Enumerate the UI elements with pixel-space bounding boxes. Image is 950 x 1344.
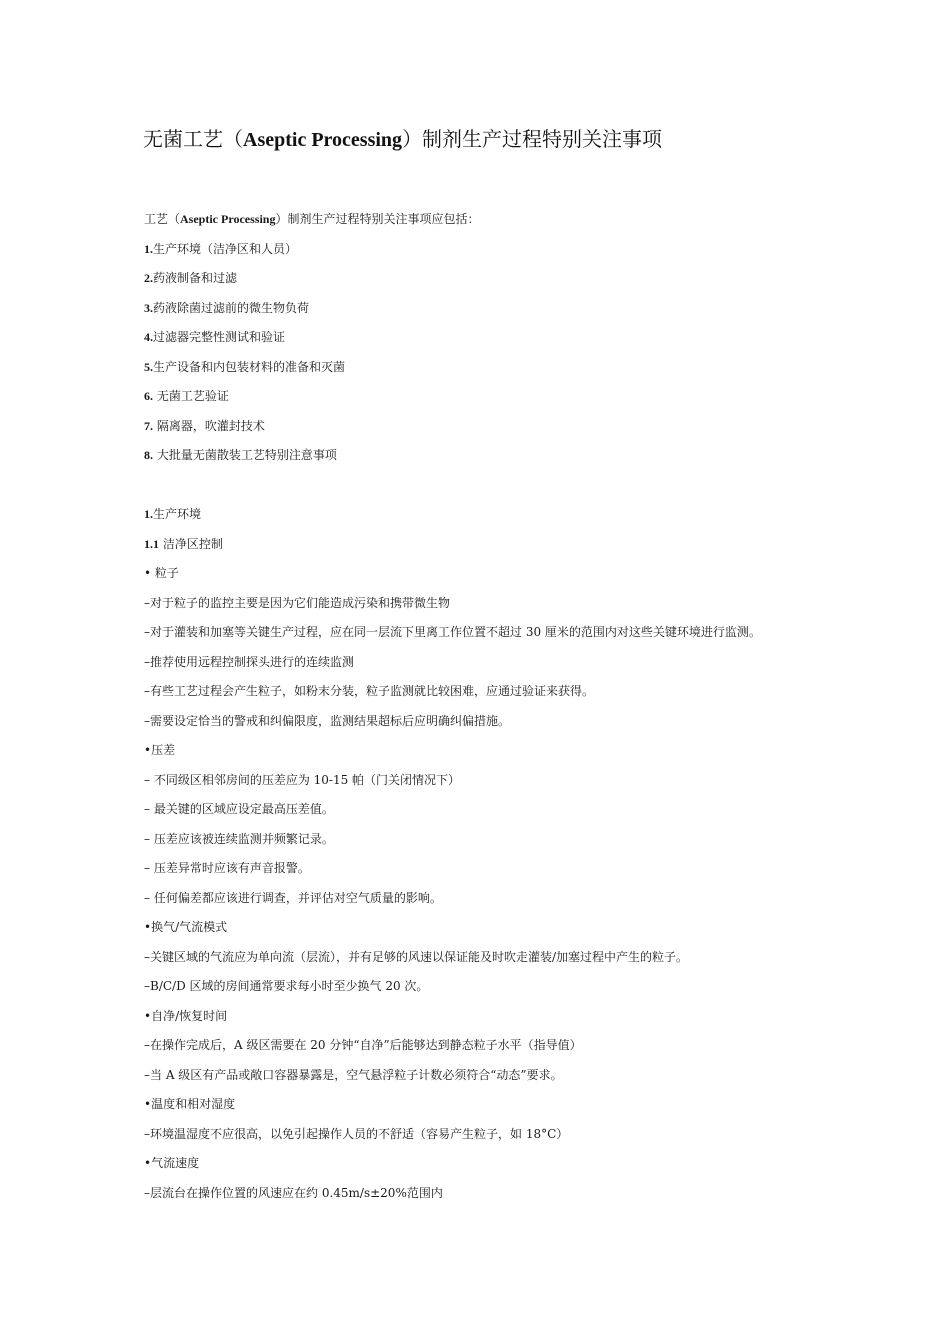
toc-item-text: 生产设备和内包装材料的准备和灭菌 xyxy=(153,359,346,374)
body-line: • 粒子 xyxy=(144,566,179,580)
title-pre: 无菌工艺（ xyxy=(143,127,243,151)
toc-item-text: 大批量无菌散装工艺特别注意事项 xyxy=(153,448,337,462)
document-body xyxy=(144,205,824,1208)
toc-item-text: 过滤器完整性测试和验证 xyxy=(153,330,286,344)
toc-item-text: 生产环境（洁净区和人员） xyxy=(153,241,298,256)
body-line: –对于粒子的监控主要是因为它们能造成污染和携带微生物 xyxy=(144,595,451,610)
spacer xyxy=(144,471,824,501)
toc-item xyxy=(144,323,824,353)
body-line: •换气/气流模式 xyxy=(144,920,228,934)
body-line: •压差 xyxy=(144,743,176,757)
toc-item-number: 4. xyxy=(144,330,153,344)
toc-item xyxy=(144,382,824,412)
toc-item-number: 2. xyxy=(144,271,153,285)
toc-item-number: 6. xyxy=(144,389,153,403)
body-line: –当 A 级区有产品或敞口容器暴露是，空气悬浮粒子计数必须符合“动态”要求。 xyxy=(144,1067,563,1082)
toc-list xyxy=(144,235,824,471)
toc-item xyxy=(144,441,824,471)
toc-item-text: 无菌工艺验证 xyxy=(153,389,229,403)
body-line: •温度和相对湿度 xyxy=(144,1097,236,1111)
toc-item xyxy=(144,264,824,294)
body-line: –B/C/D 区域的房间通常要求每小时至少换气 20 次。 xyxy=(144,979,429,993)
document-title xyxy=(143,125,662,154)
body-line: –对于灌装和加塞等关键生产过程，应在同一层流下里离工作位置不超过 30 厘米的范围内对这些关键环境进行监测。 xyxy=(144,625,761,639)
intro-bold: Aseptic Processing xyxy=(180,212,276,226)
body-list xyxy=(144,559,824,1208)
subsection-text: 洁净区控制 xyxy=(159,536,223,551)
toc-item-text: 隔离器，吹灌封技术 xyxy=(153,418,265,433)
body-line: –层流台在操作位置的风速应在约 0.45m/s±20%范围内 xyxy=(144,1185,443,1200)
toc-item xyxy=(144,412,824,442)
section-number: 1. xyxy=(144,507,153,521)
toc-item-number: 1. xyxy=(144,241,153,256)
subsection-number: 1.1 xyxy=(144,536,159,551)
subsection-heading xyxy=(144,530,824,560)
intro-post: ）制剂生产过程特别关注事项应包括： xyxy=(275,212,480,226)
body-line: – 最关键的区域应设定最高压差值。 xyxy=(144,802,334,816)
body-line: – 压差应该被连续监测并频繁记录。 xyxy=(144,831,334,846)
body-line: •气流速度 xyxy=(144,1156,200,1170)
toc-item-number: 5. xyxy=(144,359,153,374)
body-line: – 不同级区相邻房间的压差应为 10-15 帕（门关闭情况下） xyxy=(144,772,461,787)
toc-item xyxy=(144,353,824,383)
section-heading xyxy=(144,500,824,530)
body-line: •自净/恢复时间 xyxy=(144,1008,228,1023)
body-line: –关键区域的气流应为单向流（层流），并有足够的风速以保证能及时吹走灌装/加塞过程中产生的粒子。 xyxy=(144,949,689,964)
toc-item-number: 3. xyxy=(144,300,153,315)
body-line: –在操作完成后，A 级区需要在 20 分钟“自净”后能够达到静态粒子水平（指导值） xyxy=(144,1038,582,1052)
toc-item-text: 药液制备和过滤 xyxy=(153,271,238,285)
title-post: ）制剂生产过程特别关注事项 xyxy=(402,127,663,151)
toc-item-number: 8. xyxy=(144,448,153,462)
toc-item-number: 7. xyxy=(144,418,153,433)
body-line: –有些工艺过程会产生粒子，如粉末分装，粒子监测就比较困难，应通过验证来获得。 xyxy=(144,684,595,698)
toc-item xyxy=(144,294,824,324)
body-line: –需要设定恰当的警戒和纠偏限度，监测结果超标后应明确纠偏措施。 xyxy=(144,713,511,728)
body-line: – 压差异常时应该有声音报警。 xyxy=(144,861,310,875)
title-bold: Aseptic Processing xyxy=(243,129,403,151)
body-line: –环境温湿度不应很高，以免引起操作人员的不舒适（容易产生粒子，如 18°C） xyxy=(144,1126,569,1141)
toc-item xyxy=(144,235,824,265)
body-line: – 任何偏差都应该进行调查，并评估对空气质量的影响。 xyxy=(144,890,442,905)
body-line: –推荐使用远程控制探头进行的连续监测 xyxy=(144,654,355,669)
intro-line xyxy=(144,205,824,235)
toc-item-text: 药液除菌过滤前的微生物负荷 xyxy=(153,300,310,315)
section-text: 生产环境 xyxy=(153,507,202,521)
intro-pre: 工艺（ xyxy=(144,212,181,226)
